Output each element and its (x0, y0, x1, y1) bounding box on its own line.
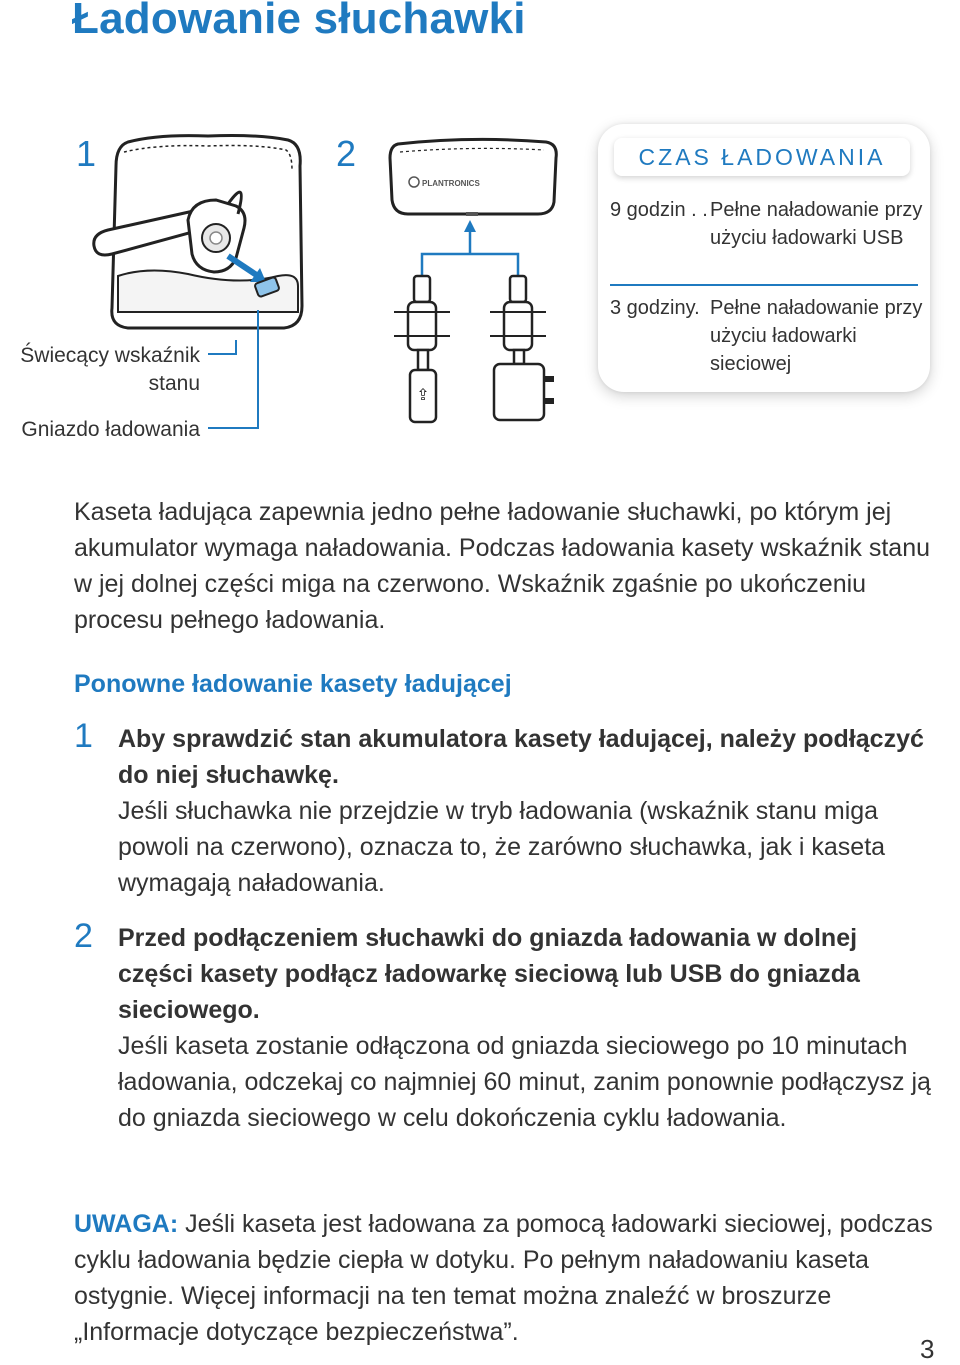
usb-charger-shape (394, 276, 450, 422)
figure-step-2-number: 2 (336, 133, 357, 174)
charging-description-usb: Pełne naładowanie przy użyciu ładowarki USB (710, 199, 923, 249)
step-1-number: 1 (74, 717, 93, 755)
charging-time-box (598, 124, 930, 392)
svg-text:⇪: ⇪ (416, 385, 430, 404)
step-2-instruction: Przed podłączeniem słuchawki do gniazda ładowania w dolnej części kasety podłącz ładowarkę sieciową lub USB do gniazda sieciowego. (118, 924, 860, 1024)
note-paragraph (74, 1206, 934, 1350)
charging-time-header: CZAS ŁADOWANIA (614, 138, 910, 176)
note-label: UWAGA: (74, 1210, 179, 1238)
figure-step-1-number: 1 (76, 133, 97, 174)
ac-charger-shape (490, 276, 554, 420)
callout-lines (200, 300, 270, 440)
step-1-instruction: Aby sprawdzić stan akumulatora kasety ładującej, należy podłączyć do niej słuchawkę. (118, 725, 924, 789)
charging-description-ac: Pełne naładowanie przy użyciu ładowarki sieciowej (710, 297, 923, 375)
intro-paragraph: Kaseta ładująca zapewnia jedno pełne ładowanie słuchawki, po którym jej akumulator wymaga naładowania. Podczas ładowania kasety wskaźnik stanu w jej dolnej części miga na czerwono. Wskaźnik zgaśnie po ukończeniu procesu pełnego ładowania. (74, 498, 931, 634)
page-number: 3 (920, 1334, 935, 1364)
callout-charging-jack: Gniazdo ładowania (21, 418, 200, 441)
charging-duration-ac: 3 godziny. (610, 297, 700, 319)
step-2-text: Jeśli kaseta zostanie odłączona od gniazda sieciowego po 10 minutach ładowania, odczekaj co najmniej 60 minut, zanim ponownie podłączysz ją do gniazda sieciowego w celu dokończenia cyklu ładowania. (118, 1032, 931, 1132)
note-text: Jeśli kaseta jest ładowana za pomocą ładowarki sieciowej, podczas cyklu ładowania będzie ciepła w dotyku. Po pełnym naładowaniu kaseta ostygnie. Więcej informacji na ten temat można znaleźć w broszurze „Informacje dotyczące bezpieczeństwa”. (74, 1210, 933, 1346)
section-heading: Ponowne ładowanie kasety ładującej (74, 670, 512, 698)
callout-led-indicator: Świecący wskaźnik stanu (20, 344, 200, 395)
page-title: Ładowanie słuchawki (72, 0, 526, 43)
step-2-number: 2 (74, 917, 93, 955)
case-with-chargers-illustration (386, 136, 562, 436)
charging-duration-usb: 9 godzin . . (610, 199, 708, 221)
charging-time-divider (610, 284, 918, 286)
step-1-text: Jeśli słuchawka nie przejdzie w tryb ładowania (wskaźnik stanu miga powoli na czerwono), oznacza to, że zarówno słuchawka, jak i kaseta wymagają naładowania. (118, 797, 886, 897)
case-brand-label: PLANTRONICS (422, 179, 480, 188)
